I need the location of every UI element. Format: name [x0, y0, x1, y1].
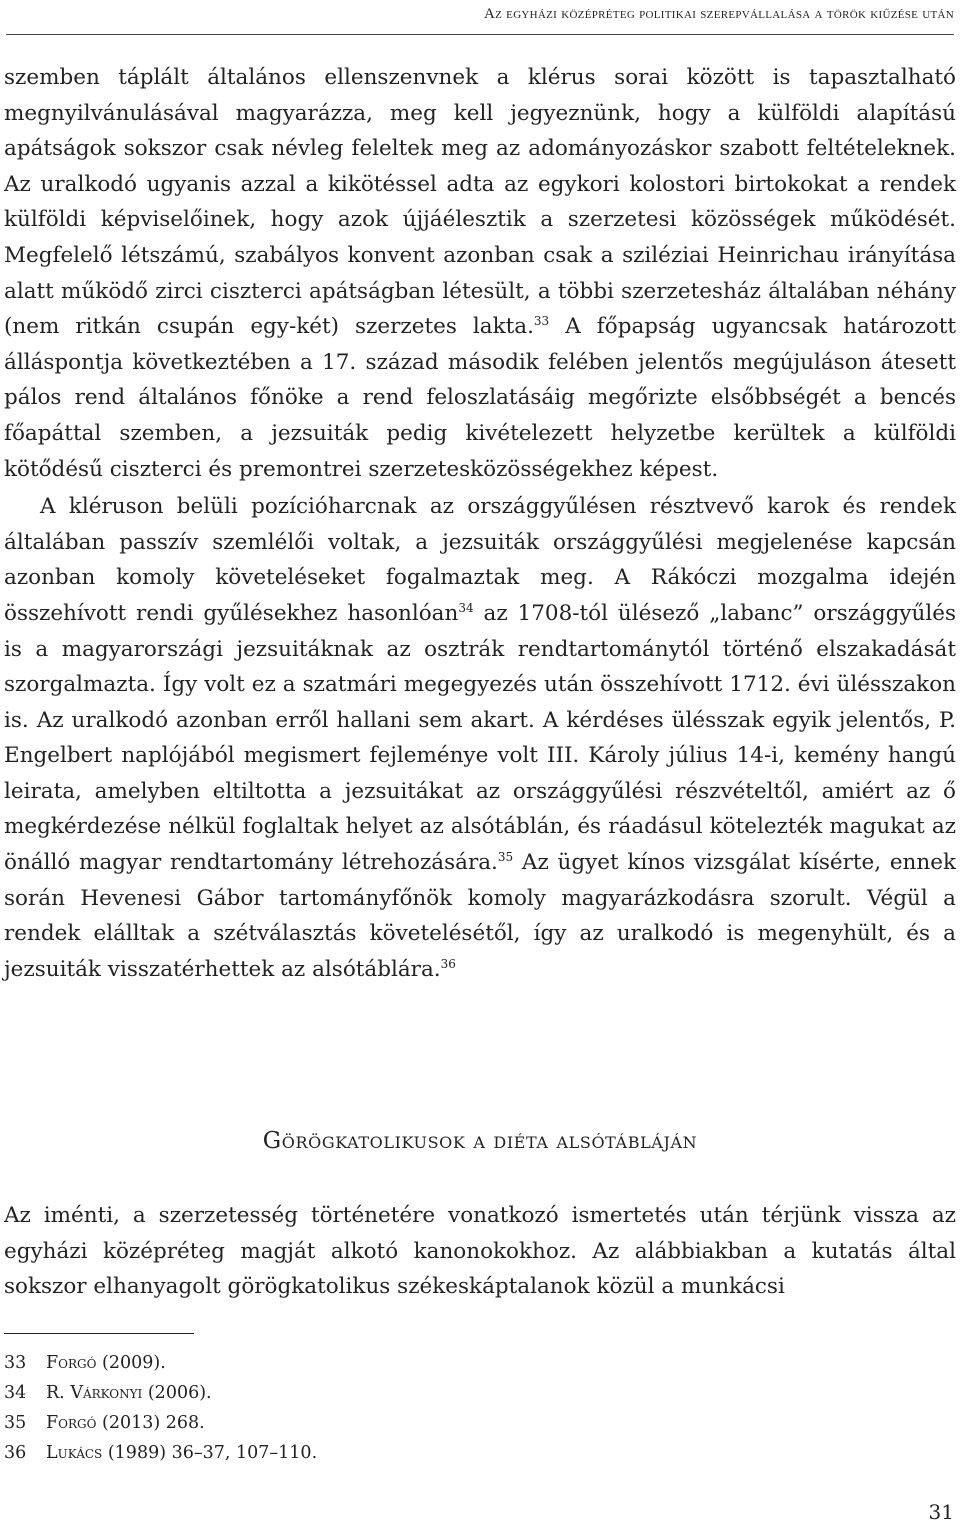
- footnote-divider: [4, 1333, 194, 1334]
- paragraph-1-part-1: szemben táplált általános ellenszenvnek a klérus sorai között is tapasztalható megnyilvánulásával magyarázza, meg kell jegyeznünk, hogy a külföldi alapítású apátságok sokszor csak névleg feleltek meg az adományozáskor szabott feltételeknek. Az uralkodó ugyanis azzal a kikötéssel adta az egykori kolostori birtokokat a rendek külföldi képviselőinek, hogy azok újjáélesztik a szerzetesi közösségek működését. Megfelelő létszámú, szabályos konvent azonban csak a sziléziai Heinrichau irányítása alatt működő zirci ciszterci apátságban létesült, a többi szerzetesház általában néhány (nem ritkán csupán egy-két) szerzetes lakta.: [4, 65, 956, 340]
- footnote-number: 34: [4, 1383, 27, 1403]
- section-text: [4, 1198, 956, 1305]
- footnote-36: [4, 1438, 704, 1468]
- footnote-author: Forgó: [46, 1413, 97, 1433]
- paragraph-3: Az iménti, a szerzetesség történetére vonatkozó ismertetés után térjünk vissza az egyházi középréteg magját alkotó kanonokokhoz. Az alábbiakban a kutatás által sokszor elhanyagolt görögkatolikus székeskáptalanok közül a munkácsi: [4, 1203, 956, 1300]
- footnote-ref-33[interactable]: 33: [533, 314, 550, 329]
- footnote-ref-36[interactable]: 36: [440, 956, 456, 971]
- section-heading: Görögkatolikusok a diéta alsótábláján: [262, 1128, 698, 1154]
- paragraph-2: [4, 489, 956, 987]
- footnotes: [4, 1348, 704, 1468]
- footnote-number: 35: [4, 1413, 27, 1433]
- page-number: 31: [928, 1500, 954, 1524]
- footnote-author: Lukács: [46, 1443, 103, 1463]
- paragraph-2-part-3: Az ügyet kínos vizsgálat kísérte, ennek során Hevenesi Gábor tartományfőnök komoly magyarázkodásra szorult. Végül a rendek elálltak a szétválasztás követelésétől, így az uralkodó is megenyhült, és a jezsuiták visszatérhettek az alsótáblára.: [4, 850, 956, 982]
- footnote-citation: (1989) 36–37, 107–110.: [102, 1443, 318, 1463]
- footnote-ref-35[interactable]: 35: [497, 850, 514, 865]
- footnote-number: 36: [4, 1443, 27, 1463]
- footnote-author: Várkonyi: [70, 1383, 143, 1403]
- footnote-citation: (2006).: [142, 1383, 212, 1403]
- paragraph-1: [4, 60, 956, 487]
- footnote-ref-34[interactable]: 34: [458, 600, 474, 615]
- paragraph-1-part-2: A főpapság ugyancsak határozott álláspontja következtében a 17. század második felében jelentős megújuláson átesett pálos rend általános főnöke a rend feloszlatásáig megőrizte elsőbbségét a bencés főapáttal szemben, a jezsuiták pedig kivételezett helyzetbe kerültek a külföldi kötődésű ciszterci és premontrei szerzetesközösségekhez képest.: [4, 314, 956, 482]
- main-text: [4, 60, 956, 987]
- header-divider: [6, 34, 954, 35]
- footnote-author: Forgó: [46, 1353, 97, 1373]
- running-head: Az egyházi középréteg politikai szerepvállalása a török kiűzése után: [483, 6, 954, 22]
- footnote-33: [4, 1348, 704, 1378]
- footnote-number: 33: [4, 1353, 27, 1373]
- footnote-34: [4, 1378, 704, 1408]
- paragraph-2-part-1: A kléruson belüli pozícióharcnak az országgyűlésen résztvevő karok és rendek általában passzív szemlélői voltak, a jezsuiták országgyűlési megjelenése kapcsán azonban komoly követeléseket fogalmaztak meg. A Rákóczi mozgalma idején összehívott rendi gyűlésekhez hasonlóan: [4, 494, 956, 626]
- paragraph-2-part-2: az 1708-tól ülésező „labanc” országgyűlés is a magyarországi jezsuitáknak az osztrák rendtartománytól történő elszakadását szorgalmazta. Így volt ez a szatmári megegyezés után összehívott 1712. évi ülésszakon is. Az uralkodó azonban erről hallani sem akart. A kérdéses ülésszak egyik jelentős, P. Engelbert naplójából megismert fejleménye volt III. Károly július 14-i, kemény hangú leirata, amelyben eltiltotta a jezsuitákat az országgyűlési részvételtől, amiért az ő megkérdezése nélkül foglaltak helyet az alsótáblán, és ráadásul kötelezték magukat az önálló magyar rendtartomány létrehozására.: [4, 600, 956, 876]
- footnote-author-prefix: R.: [46, 1383, 71, 1403]
- footnote-citation: (2009).: [96, 1353, 166, 1373]
- footnote-35: [4, 1408, 704, 1438]
- footnote-citation: (2013) 268.: [96, 1413, 205, 1433]
